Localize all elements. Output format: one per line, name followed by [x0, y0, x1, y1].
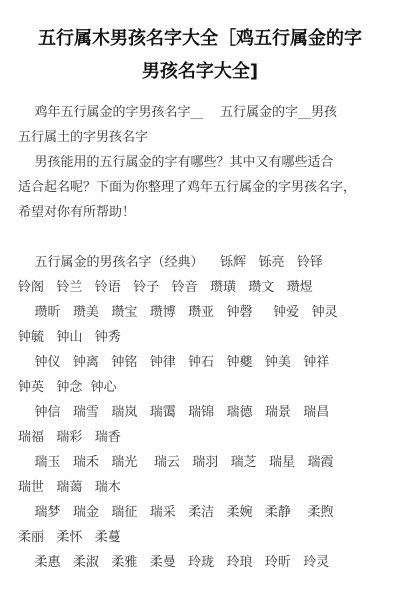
name-list-line: 瑞玉 瑞禾 瑞光 瑞云 瑞羽 瑞芝 瑞星 瑞霞: [18, 455, 334, 470]
intro-paragraph-line: 五行属土的字男孩名字: [18, 130, 149, 145]
intro-paragraph-line: 适合起名呢？下面为你整理了鸡年五行属金的字男孩名字，: [18, 180, 357, 195]
paragraph-spacer: [18, 225, 386, 250]
name-list-line: 瑞福 瑞彩 瑞香: [18, 430, 121, 445]
intro-paragraph-line: 男孩能用的五行属金的字有哪些？其中又有哪些适合: [18, 155, 334, 170]
name-list-line: 钟毓 钟山 钟秀: [18, 330, 121, 345]
name-list-line: 钟仪 钟离 钟铭 钟律 钟石 钟夔 钟美 钟祥: [18, 355, 330, 370]
name-list-line: 瑞梦 瑞金 瑞征 瑞采 柔洁 柔婉 柔静 柔煦: [18, 505, 334, 520]
intro-paragraph-line: 希望对你有所帮助！: [18, 205, 136, 220]
name-list-line: 柔惠 柔淑 柔雅 柔曼 玲珑 玲琅 玲昕 玲灵: [18, 555, 330, 570]
article-title-line: 男孩名字大全]: [141, 61, 259, 82]
intro-paragraph-line: 鸡年五行属金的字男孩名字__ 五行属金的字__男孩: [18, 105, 338, 120]
name-list-line: 钟英 钟念 钟心: [18, 380, 117, 395]
name-list-line: 柔丽 柔怀 柔蔓: [18, 530, 121, 545]
name-list-line: 瓒昕 瓒美 瓒宝 瓒博 瓒亚 钟磬 钟爱 钟灵: [18, 305, 338, 320]
name-list-line: 五行属金的男孩名字（经典） 铄辉 铄亮 铃铎: [18, 255, 323, 270]
name-list-line: 钟信 瑞雪 瑞岚 瑞霭 瑞锦 瑞德 瑞景 瑞昌: [18, 405, 330, 420]
article-body: [18, 100, 386, 575]
name-list-line: 瑞世 瑞蔼 瑞木: [18, 480, 121, 495]
article-title: [22, 22, 378, 88]
name-list-line: 铃阁 铃兰 铃语 铃子 铃音 瓒璜 瓒文 瓒煜: [18, 280, 313, 295]
article-title-line: 五行属木男孩名字大全［鸡五行属金的字: [38, 28, 362, 49]
